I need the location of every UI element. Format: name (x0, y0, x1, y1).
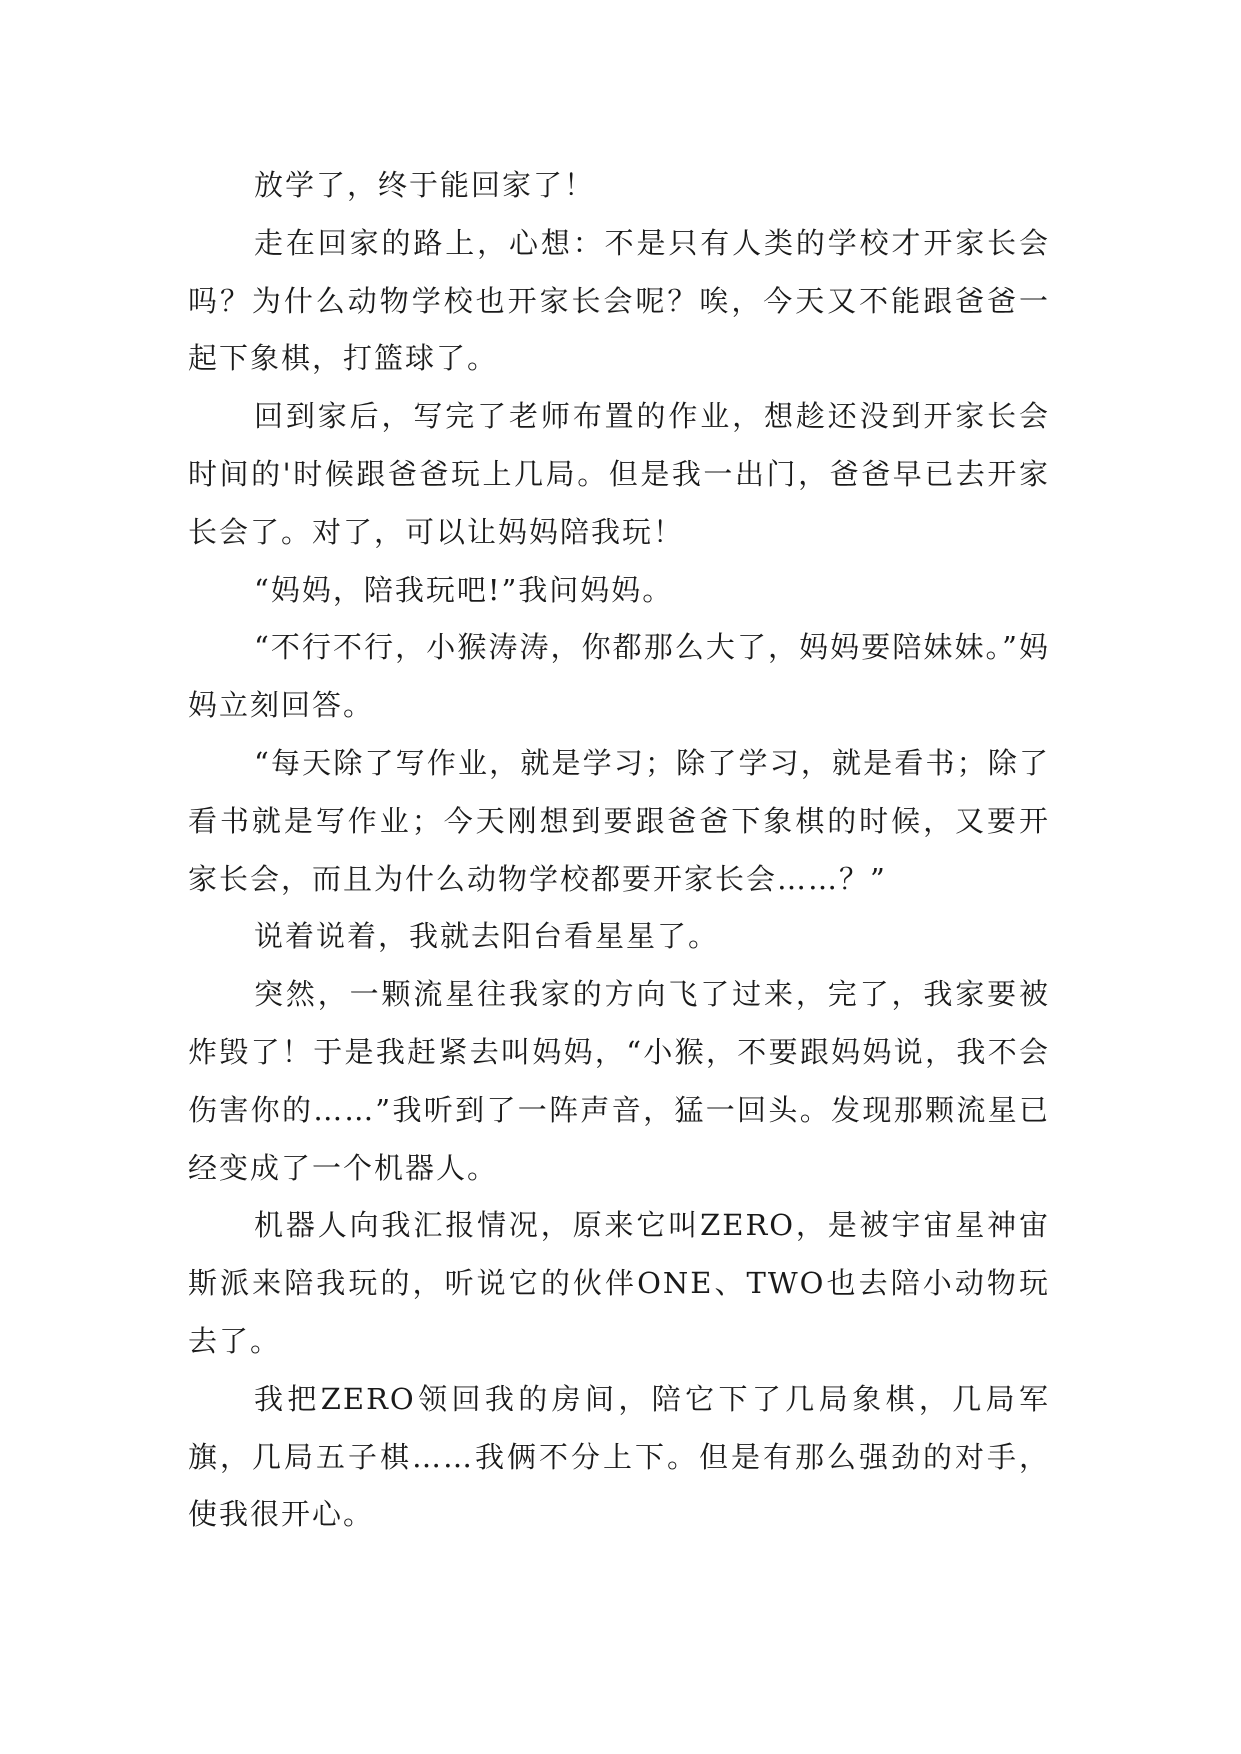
paragraph-1: 放学了，终于能回家了！ (254, 168, 596, 202)
paragraph-6: “每天除了写作业，就是学习；除了学习，就是看书；除了看书就是写作业；今天刚想到要跟爸爸下象棋的时候，又要开家长会，而且为什么动物学校都要开家长会……？” (188, 745, 1050, 896)
paragraph-9: 机器人向我汇报情况，原来它叫ZERO，是被宇宙星神宙斯派来陪我玩的，听说它的伙伴ONE、TWO也去陪小动物玩去了。 (188, 1208, 1050, 1358)
paragraph-5: “不行不行，小猴涛涛，你都那么大了，妈妈要陪妹妹。”妈妈立刻回答。 (188, 630, 1050, 723)
paragraph-8: 突然，一颗流星往我家的方向飞了过来，完了，我家要被炸毁了！于是我赶紧去叫妈妈，“小猴，不要跟妈妈说，我不会伤害你的……”我听到了一阵声音，猛一回头。发现那颗流星已经变成了一个机器人。 (188, 977, 1050, 1185)
paragraph-4: “妈妈，陪我玩吧!”我问妈妈。 (254, 572, 674, 607)
paragraph-10: 我把ZERO领回我的房间，陪它下了几局象棋，几局军旗，几局五子棋……我俩不分上下。但是有那么强劲的对手，使我很开心。 (188, 1381, 1050, 1532)
paragraph-7: 说着说着，我就去阳台看星星了。 (254, 919, 720, 954)
document-body (188, 157, 1050, 1544)
paragraph-2: 走在回家的路上，心想：不是只有人类的学校才开家长会吗？为什么动物学校也开家长会呢？唉，今天又不能跟爸爸一起下象棋，打篮球了。 (188, 225, 1050, 376)
paragraph-3: 回到家后，写完了老师布置的作业，想趁还没到开家长会时间的'时候跟爸爸玩上几局。但是我一出门，爸爸早已去开家长会了。对了，可以让妈妈陪我玩！ (188, 399, 1050, 549)
